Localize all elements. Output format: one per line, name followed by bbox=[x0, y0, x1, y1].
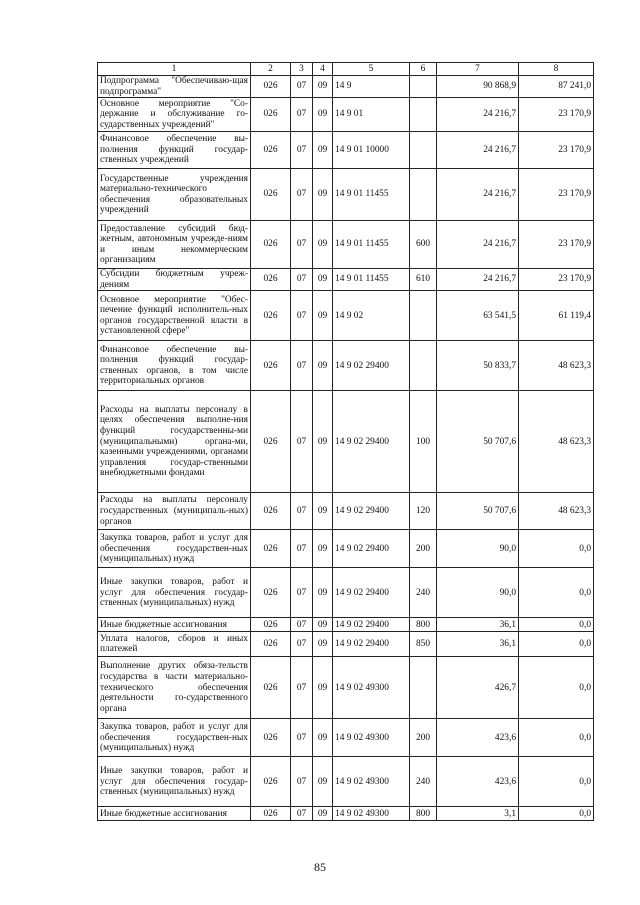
row-name-cell: Выполнение других обяза-тельств государства в части материально-технического обеспечения деятельности го-сударственного органа bbox=[98, 657, 251, 719]
amount-year2-cell: 23 170,9 bbox=[519, 169, 594, 221]
amount-year2-cell: 0,0 bbox=[519, 657, 594, 719]
ministry-code-cell: 026 bbox=[251, 618, 291, 632]
expense-type-cell: 600 bbox=[410, 221, 437, 269]
target-article-cell: 14 9 02 29400 bbox=[333, 341, 410, 391]
row-name-cell: Финансовое обеспечение вы-полнения функций государ-ственных органов, в том числе территориальных органов bbox=[98, 341, 251, 391]
target-article-cell: 14 9 bbox=[333, 76, 410, 98]
section-code-cell: 07 bbox=[291, 757, 313, 807]
target-article-cell: 14 9 02 29400 bbox=[333, 632, 410, 657]
table-row bbox=[98, 269, 594, 291]
table-row bbox=[98, 291, 594, 341]
amount-year1-cell: 24 216,7 bbox=[437, 169, 519, 221]
table-header-row bbox=[98, 63, 594, 76]
target-article-cell: 14 9 01 10000 bbox=[333, 132, 410, 169]
ministry-code-cell: 026 bbox=[251, 719, 291, 757]
section-code-cell: 07 bbox=[291, 341, 313, 391]
table-row bbox=[98, 76, 594, 98]
amount-year1-cell: 50 833,7 bbox=[437, 341, 519, 391]
row-name-cell: Государственные учреждения материально-технического обеспечения образовательных учреждений bbox=[98, 169, 251, 221]
amount-year2-cell: 61 119,4 bbox=[519, 291, 594, 341]
header-col-2: 2 bbox=[251, 63, 291, 76]
subsection-code-cell: 09 bbox=[313, 719, 333, 757]
expense-type-cell: 610 bbox=[410, 269, 437, 291]
amount-year2-cell: 23 170,9 bbox=[519, 98, 594, 132]
amount-year1-cell: 36,1 bbox=[437, 618, 519, 632]
section-code-cell: 07 bbox=[291, 632, 313, 657]
row-name-cell: Субсидии бюджетным учреж-дениям bbox=[98, 269, 251, 291]
row-name-cell: Закупка товаров, работ и услуг для обеспечения государствен-ных (муниципальных) нужд bbox=[98, 530, 251, 568]
amount-year1-cell: 423,6 bbox=[437, 757, 519, 807]
table-row bbox=[98, 341, 594, 391]
target-article-cell: 14 9 02 49300 bbox=[333, 757, 410, 807]
header-col-8: 8 bbox=[519, 63, 594, 76]
amount-year2-cell: 0,0 bbox=[519, 719, 594, 757]
page-number: 85 bbox=[314, 860, 326, 874]
ministry-code-cell: 026 bbox=[251, 132, 291, 169]
target-article-cell: 14 9 01 11455 bbox=[333, 221, 410, 269]
amount-year2-cell: 48 623,3 bbox=[519, 341, 594, 391]
table-row bbox=[98, 169, 594, 221]
target-article-cell: 14 9 02 29400 bbox=[333, 530, 410, 568]
subsection-code-cell: 09 bbox=[313, 807, 333, 821]
row-name-cell: Уплата налогов, сборов и иных платежей bbox=[98, 632, 251, 657]
section-code-cell: 07 bbox=[291, 169, 313, 221]
expense-type-cell: 800 bbox=[410, 807, 437, 821]
subsection-code-cell: 09 bbox=[313, 568, 333, 618]
table-row bbox=[98, 568, 594, 618]
target-article-cell: 14 9 01 11455 bbox=[333, 169, 410, 221]
amount-year2-cell: 23 170,9 bbox=[519, 269, 594, 291]
section-code-cell: 07 bbox=[291, 76, 313, 98]
section-code-cell: 07 bbox=[291, 807, 313, 821]
row-name-cell: Предоставление субсидий бюд-жетным, автономным учрежде-ниям и иным некоммерческим организациям bbox=[98, 221, 251, 269]
section-code-cell: 07 bbox=[291, 391, 313, 493]
expense-type-cell: 850 bbox=[410, 632, 437, 657]
target-article-cell: 14 9 01 11455 bbox=[333, 269, 410, 291]
amount-year2-cell: 23 170,9 bbox=[519, 132, 594, 169]
table-row bbox=[98, 807, 594, 821]
section-code-cell: 07 bbox=[291, 98, 313, 132]
target-article-cell: 14 9 02 49300 bbox=[333, 719, 410, 757]
target-article-cell: 14 9 02 29400 bbox=[333, 618, 410, 632]
header-col-1: 1 bbox=[98, 63, 251, 76]
expense-type-cell: 240 bbox=[410, 757, 437, 807]
amount-year1-cell: 90,0 bbox=[437, 530, 519, 568]
section-code-cell: 07 bbox=[291, 269, 313, 291]
budget-table bbox=[97, 62, 594, 821]
target-article-cell: 14 9 02 49300 bbox=[333, 657, 410, 719]
amount-year1-cell: 24 216,7 bbox=[437, 98, 519, 132]
expense-type-cell bbox=[410, 132, 437, 169]
row-name-cell: Иные бюджетные ассигнования bbox=[98, 807, 251, 821]
expense-type-cell: 800 bbox=[410, 618, 437, 632]
target-article-cell: 14 9 02 29400 bbox=[333, 568, 410, 618]
expense-type-cell: 200 bbox=[410, 719, 437, 757]
amount-year2-cell: 0,0 bbox=[519, 807, 594, 821]
target-article-cell: 14 9 02 49300 bbox=[333, 807, 410, 821]
header-col-4: 4 bbox=[313, 63, 333, 76]
subsection-code-cell: 09 bbox=[313, 391, 333, 493]
header-col-6: 6 bbox=[410, 63, 437, 76]
subsection-code-cell: 09 bbox=[313, 757, 333, 807]
table-body bbox=[98, 76, 594, 821]
expense-type-cell: 120 bbox=[410, 493, 437, 530]
ministry-code-cell: 026 bbox=[251, 632, 291, 657]
subsection-code-cell: 09 bbox=[313, 530, 333, 568]
row-name-cell: Закупка товаров, работ и услуг для обеспечения государствен-ных (муниципальных) нужд bbox=[98, 719, 251, 757]
section-code-cell: 07 bbox=[291, 291, 313, 341]
expense-type-cell bbox=[410, 341, 437, 391]
subsection-code-cell: 09 bbox=[313, 341, 333, 391]
amount-year1-cell: 36,1 bbox=[437, 632, 519, 657]
subsection-code-cell: 09 bbox=[313, 632, 333, 657]
amount-year1-cell: 90 868,9 bbox=[437, 76, 519, 98]
table-row bbox=[98, 221, 594, 269]
expense-type-cell: 100 bbox=[410, 391, 437, 493]
header-col-7: 7 bbox=[437, 63, 519, 76]
table-row bbox=[98, 632, 594, 657]
subsection-code-cell: 09 bbox=[313, 76, 333, 98]
amount-year1-cell: 24 216,7 bbox=[437, 269, 519, 291]
amount-year2-cell: 48 623,3 bbox=[519, 493, 594, 530]
ministry-code-cell: 026 bbox=[251, 291, 291, 341]
row-name-cell: Основное мероприятие "Обес-печение функций исполнитель-ных органов государственной власти в установленной сфере" bbox=[98, 291, 251, 341]
ministry-code-cell: 026 bbox=[251, 391, 291, 493]
table-row bbox=[98, 391, 594, 493]
subsection-code-cell: 09 bbox=[313, 493, 333, 530]
expense-type-cell: 240 bbox=[410, 568, 437, 618]
amount-year1-cell: 426,7 bbox=[437, 657, 519, 719]
ministry-code-cell: 026 bbox=[251, 341, 291, 391]
table-row bbox=[98, 493, 594, 530]
section-code-cell: 07 bbox=[291, 530, 313, 568]
table-row bbox=[98, 132, 594, 169]
subsection-code-cell: 09 bbox=[313, 132, 333, 169]
amount-year1-cell: 3,1 bbox=[437, 807, 519, 821]
table-row bbox=[98, 657, 594, 719]
table-row bbox=[98, 618, 594, 632]
amount-year1-cell: 50 707,6 bbox=[437, 391, 519, 493]
ministry-code-cell: 026 bbox=[251, 169, 291, 221]
section-code-cell: 07 bbox=[291, 493, 313, 530]
target-article-cell: 14 9 01 bbox=[333, 98, 410, 132]
ministry-code-cell: 026 bbox=[251, 757, 291, 807]
subsection-code-cell: 09 bbox=[313, 98, 333, 132]
amount-year2-cell: 0,0 bbox=[519, 757, 594, 807]
row-name-cell: Расходы на выплаты персоналу в целях обеспечения выполне-ния функций государственны-ми (муниципальными) органа-ми, казенными учреждениями, органами управления государ-ственными внебюджетными фондами bbox=[98, 391, 251, 493]
amount-year2-cell: 0,0 bbox=[519, 632, 594, 657]
table-row bbox=[98, 719, 594, 757]
target-article-cell: 14 9 02 29400 bbox=[333, 391, 410, 493]
amount-year2-cell: 0,0 bbox=[519, 568, 594, 618]
ministry-code-cell: 026 bbox=[251, 76, 291, 98]
amount-year2-cell: 48 623,3 bbox=[519, 391, 594, 493]
section-code-cell: 07 bbox=[291, 719, 313, 757]
section-code-cell: 07 bbox=[291, 568, 313, 618]
ministry-code-cell: 026 bbox=[251, 568, 291, 618]
subsection-code-cell: 09 bbox=[313, 291, 333, 341]
ministry-code-cell: 026 bbox=[251, 269, 291, 291]
row-name-cell: Подпрограмма "Обеспечиваю-щая подпрограмма" bbox=[98, 76, 251, 98]
table-row bbox=[98, 757, 594, 807]
amount-year2-cell: 0,0 bbox=[519, 618, 594, 632]
row-name-cell: Иные бюджетные ассигнования bbox=[98, 618, 251, 632]
subsection-code-cell: 09 bbox=[313, 618, 333, 632]
row-name-cell: Иные закупки товаров, работ и услуг для обеспечения государ-ственных (муниципальных) нужд bbox=[98, 568, 251, 618]
section-code-cell: 07 bbox=[291, 132, 313, 169]
ministry-code-cell: 026 bbox=[251, 530, 291, 568]
row-name-cell: Основное мероприятие "Со-держание и обслуживание го-сударственных учреждений" bbox=[98, 98, 251, 132]
row-name-cell: Расходы на выплаты персоналу государственных (муниципаль-ных) органов bbox=[98, 493, 251, 530]
amount-year2-cell: 87 241,0 bbox=[519, 76, 594, 98]
amount-year2-cell: 0,0 bbox=[519, 530, 594, 568]
ministry-code-cell: 026 bbox=[251, 807, 291, 821]
target-article-cell: 14 9 02 29400 bbox=[333, 493, 410, 530]
expense-type-cell: 200 bbox=[410, 530, 437, 568]
target-article-cell: 14 9 02 bbox=[333, 291, 410, 341]
expense-type-cell bbox=[410, 76, 437, 98]
ministry-code-cell: 026 bbox=[251, 221, 291, 269]
ministry-code-cell: 026 bbox=[251, 493, 291, 530]
section-code-cell: 07 bbox=[291, 221, 313, 269]
amount-year1-cell: 50 707,6 bbox=[437, 493, 519, 530]
expense-type-cell bbox=[410, 169, 437, 221]
ministry-code-cell: 026 bbox=[251, 98, 291, 132]
amount-year1-cell: 423,6 bbox=[437, 719, 519, 757]
amount-year1-cell: 63 541,5 bbox=[437, 291, 519, 341]
subsection-code-cell: 09 bbox=[313, 657, 333, 719]
row-name-cell: Финансовое обеспечение вы-полнения функций государ-ственных учреждений bbox=[98, 132, 251, 169]
ministry-code-cell: 026 bbox=[251, 657, 291, 719]
row-name-cell: Иные закупки товаров, работ и услуг для обеспечения государ-ственных (муниципальных) нужд bbox=[98, 757, 251, 807]
section-code-cell: 07 bbox=[291, 618, 313, 632]
amount-year1-cell: 90,0 bbox=[437, 568, 519, 618]
amount-year1-cell: 24 216,7 bbox=[437, 132, 519, 169]
expense-type-cell bbox=[410, 657, 437, 719]
table-row bbox=[98, 530, 594, 568]
subsection-code-cell: 09 bbox=[313, 169, 333, 221]
expense-type-cell bbox=[410, 98, 437, 132]
header-col-5: 5 bbox=[333, 63, 410, 76]
subsection-code-cell: 09 bbox=[313, 269, 333, 291]
expense-type-cell bbox=[410, 291, 437, 341]
subsection-code-cell: 09 bbox=[313, 221, 333, 269]
amount-year2-cell: 23 170,9 bbox=[519, 221, 594, 269]
amount-year1-cell: 24 216,7 bbox=[437, 221, 519, 269]
section-code-cell: 07 bbox=[291, 657, 313, 719]
table-row bbox=[98, 98, 594, 132]
header-col-3: 3 bbox=[291, 63, 313, 76]
